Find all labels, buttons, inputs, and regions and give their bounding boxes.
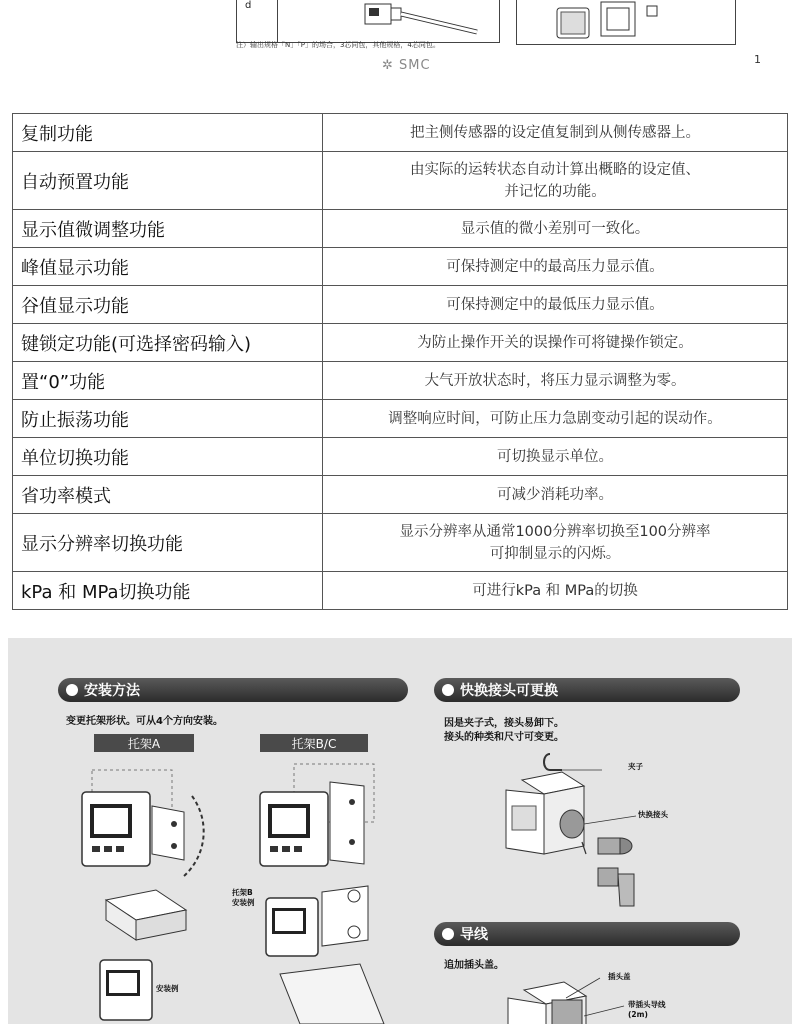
quick-connector-line-2: 接头的种类和尺寸可变更。 (444, 732, 564, 743)
function-description-line: 把主侧传感器的设定值复制到从侧传感器上。 (410, 124, 700, 141)
function-row (13, 286, 788, 324)
catalog-header-strip (0, 0, 800, 110)
rail-mount-example-drawing (96, 890, 196, 1024)
fitting-label: 快换接头 (638, 810, 668, 819)
function-description (323, 438, 788, 476)
function-description (323, 248, 788, 286)
function-name: kPa 和 MPa切换功能 (13, 572, 323, 610)
function-description (323, 210, 788, 248)
function-name: 防止振荡功能 (13, 400, 323, 438)
function-description-line: 调整响应时间，可防止压力急剧变动引起的误动作。 (388, 410, 722, 427)
install-description: 变更托架形状。可从4个方向安装。 (66, 716, 223, 727)
function-description (323, 324, 788, 362)
bullet-icon (442, 684, 454, 696)
bracket-b-example-drawing (258, 882, 378, 958)
function-name: 单位切换功能 (13, 438, 323, 476)
install-heading (58, 678, 408, 702)
sensor-cable-drawing (357, 0, 497, 42)
bracket-drawing (547, 0, 707, 42)
smc-logo-text: SMC (399, 58, 431, 73)
function-description (323, 476, 788, 514)
function-table-body (13, 114, 788, 610)
panel-mount-drawing (280, 964, 390, 1024)
function-row (13, 438, 788, 476)
function-description-line: 大气开放状态时，将压力显示调整为零。 (424, 372, 686, 389)
connector-cover-label: 插头盖 (608, 972, 631, 981)
clip-label: 夹子 (628, 762, 643, 771)
lead-wire-heading (434, 922, 740, 946)
function-description (323, 400, 788, 438)
function-row (13, 572, 788, 610)
function-description-line: 可保持测定中的最低压力显示值。 (446, 296, 664, 313)
install-title: 安装方法 (84, 683, 140, 699)
function-name: 省功率模式 (13, 476, 323, 514)
mount-example-label: 安装例 (156, 984, 179, 993)
function-row (13, 324, 788, 362)
quick-connector-line-1: 因是夹子式，接头易卸下。 (444, 718, 564, 729)
function-description (323, 572, 788, 610)
function-row (13, 362, 788, 400)
lead-wire-title: 导线 (460, 927, 488, 943)
feature-panel (8, 638, 792, 1024)
page-number: 1 (754, 53, 761, 66)
function-description-line: 可进行kPa 和 MPa的切换 (472, 582, 638, 599)
table-divider (277, 0, 278, 42)
function-name: 峰值显示功能 (13, 248, 323, 286)
lead-wire-description: 追加插头盖。 (444, 960, 504, 971)
function-description-line: 由实际的运转状态自动计算出概略的设定值、 (410, 161, 700, 178)
function-description-line: 并记忆的功能。 (504, 183, 606, 200)
function-description (323, 152, 788, 210)
quick-connector-title: 快换接头可更换 (460, 683, 558, 699)
function-row (13, 114, 788, 152)
bracket-bc-mount-drawing (254, 756, 394, 886)
function-description-line: 可保持测定中的最高压力显示值。 (446, 258, 664, 275)
function-row (13, 476, 788, 514)
bracket-a-tag: 托架A (94, 734, 194, 752)
function-description-line: 可切换显示单位。 (497, 448, 613, 465)
table-cell-label: d (245, 0, 252, 11)
function-row (13, 514, 788, 572)
quick-connector-drawing (502, 750, 672, 910)
function-description (323, 514, 788, 572)
function-description (323, 362, 788, 400)
function-description (323, 114, 788, 152)
function-description-line: 显示值的微小差别可一致化。 (460, 220, 650, 237)
function-description (323, 286, 788, 324)
function-name: 自动预置功能 (13, 152, 323, 210)
function-description-line: 可抑制显示的闪烁。 (489, 545, 621, 562)
bracket-bc-tag: 托架B/C (260, 734, 368, 752)
function-row (13, 210, 788, 248)
bracket-b-example-label: 托架B 安装例 (232, 888, 255, 907)
bullet-icon (66, 684, 78, 696)
smc-logo-icon: ✲ (382, 58, 394, 73)
bullet-icon (442, 928, 454, 940)
function-name: 置“0”功能 (13, 362, 323, 400)
function-row (13, 248, 788, 286)
spec-table-fragment (236, 0, 500, 43)
bracket-a-mount-drawing (66, 756, 216, 886)
function-name: 复制功能 (13, 114, 323, 152)
function-name: 显示值微调整功能 (13, 210, 323, 248)
function-row (13, 152, 788, 210)
function-row (13, 400, 788, 438)
function-name: 键锁定功能(可选择密码输入) (13, 324, 323, 362)
quick-connector-heading (434, 678, 740, 702)
function-table (12, 113, 788, 610)
function-name: 谷值显示功能 (13, 286, 323, 324)
bracket-table-fragment (516, 0, 736, 45)
function-description-line: 显示分辨率从通常1000分辨率切换至100分辨率 (399, 523, 711, 540)
smc-logo (382, 58, 431, 73)
output-spec-note: 注）输出规格「N」「P」的场合，3芯同包，其他规格，4芯同包。 (236, 41, 440, 49)
function-description-line: 为防止操作开关的误操作可将键操作锁定。 (417, 334, 693, 351)
function-name: 显示分辨率切换功能 (13, 514, 323, 572)
lead-wire-label: 带插头导线 (2m) (628, 1000, 666, 1019)
function-description-line: 可减少消耗功率。 (497, 486, 613, 503)
